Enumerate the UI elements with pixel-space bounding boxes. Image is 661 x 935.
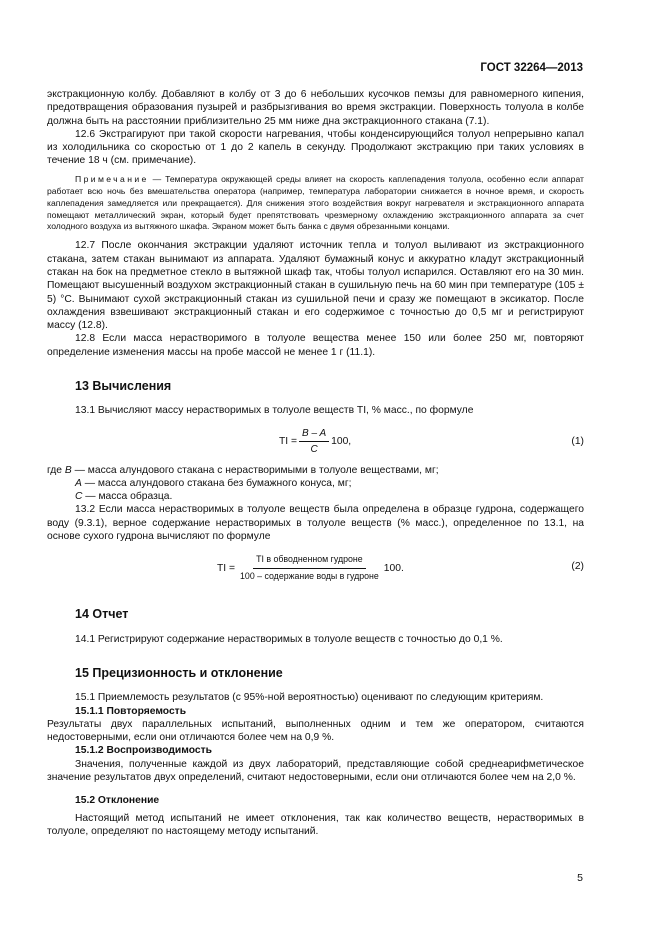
paragraph-15-1-1: Результаты двух параллельных испытаний, выполненных одним и тем же оператором, считаются недостоверными, если они отличаются более чем на 0,9 %.	[47, 718, 584, 744]
formula-2-multiplier: 100.	[383, 562, 404, 574]
section-14-title: 14 Отчет	[75, 607, 129, 622]
formula-2-lhs: TI =	[217, 562, 236, 574]
definition-a	[47, 477, 584, 490]
formula-1-denominator: C	[310, 443, 318, 455]
paragraph-12-5-continued: экстракционную колбу. Добавляют в колбу от 3 до 6 небольших кусочков пемзы для равномерного кипения, предотвращения образования пузырей и разбрызгивания во время экстракции. Поверхность толуола в колбе должна быть на расстоянии приблизительно 25 мм ниже дна экстракционного стакана (7.1).	[47, 89, 584, 127]
section-13-title: 13 Вычисления	[75, 378, 172, 393]
paragraph-12-8: 12.8 Если масса нерастворимого в толуоле вещества менее 150 или более 250 мг, повторяют определение изменения массы на пробе массой не менее 1 г (11.1).	[47, 333, 584, 358]
note-label: Примечание	[75, 173, 149, 184]
formula-2-number: (2)	[571, 561, 584, 573]
formula-1-multiplier: 100,	[331, 435, 352, 447]
subsection-15-1-2-title: 15.1.2 Воспроизводимость	[75, 745, 213, 757]
where-word: где	[47, 464, 63, 476]
paragraph-15-1-2: Значения, полученные каждой из двух лабораторий, представляющие собой среднеарифметическое значение результатов двух определений, считают недостоверными, если они отличаются более чем на 2,0 %.	[47, 758, 584, 784]
note-text: — Температура окружающей среды влияет на скорость каплепадения толуола, особенно если аппарат работает всю ночь без вмешательства оператора (например, температура лаборатории снижается в ночное время, и скорость каплепадения замедляется или прекращается). Для снижения этого воздействия вокруг нагревателя и экстракционного аппарата помещают металлический экран, который будет препятствовать чрезмерному охлаждению экстракционного аппарата за счет холодного воздуха из вытяжного шкафа. Экраном может быть банка с двумя обрезанными концами.	[47, 173, 584, 232]
formula-2	[47, 547, 584, 587]
page-number: 5	[577, 872, 583, 884]
formula-1-numerator: B – A	[299, 427, 329, 442]
paragraph-12-6: 12.6 Экстрагируют при такой скорости нагревания, чтобы конденсирующийся толуол непрерывно капал из холодильника со скоростью от 1 до 2 капель в секунду. Продолжают экстракцию при таких условиях в течение 18 ч (см. примечание).	[47, 128, 584, 167]
paragraph-15-2: Настоящий метод испытаний не имеет отклонения, так как количество веществ, нерастворимых в толуоле, определяют по настоящему методу испытаний.	[47, 812, 584, 837]
note	[47, 174, 584, 234]
formula-2-denominator: 100 – содержание воды в гудроне	[240, 570, 379, 581]
definition-c-text: — масса образца.	[82, 491, 173, 503]
symbol-a: A	[75, 477, 82, 489]
paragraph-13-2: 13.2 Если масса нерастворимых в толуоле веществ была определена в образце гудрона, содержащего воду (9.3.1), верное содержание нерастворимых в толуоле веществ (% масс.), определенное по 13.1, на основе сухого гудрона вычисляют по формуле	[47, 504, 584, 543]
formula-2-numerator: TI в обводненном гудроне	[253, 553, 366, 568]
definition-b	[47, 464, 584, 477]
symbol-c: C	[75, 491, 83, 503]
paragraph-14-1: 14.1 Регистрируют содержание нерастворимых в толуоле веществ с точностью до 0,1 %.	[75, 633, 503, 645]
paragraph-12-7: 12.7 После окончания экстракции удаляют источник тепла и толуол выливают из экстракционного стакана, затем стакан вынимают из аппарата. Удаляют бумажный конус и аккуратно кладут экстракционный стакан на бок на предметное стекло в вытяжной шкаф так, чтобы толуол испарился. Оставляют его на 30 мин. Помещают высушенный воздухом экстракционный стакан в сушильную печь на 60 мин при температуре (105 ± 5) °С. Вынимают сухой экстракционный стакан из сушильной печи и сразу же помещают в эксикатор. После охлаждения взвешивают экстракционный стакан и его содержимое с точностью до 0,5 мг и регистрируют массу (12.8).	[47, 240, 584, 332]
definition-c	[47, 490, 584, 503]
section-15-title: 15 Прецизионность и отклонение	[75, 665, 283, 680]
document-body	[47, 88, 584, 838]
formula-1-lhs: TI =	[279, 435, 298, 447]
paragraph-15-1: 15.1 Приемлемость результатов (с 95%-ной вероятностью) оценивают по следующим критериям.	[75, 692, 544, 704]
subsection-15-1-1-title: 15.1.1 Повторяемость	[75, 705, 187, 717]
subsection-15-2-title: 15.2 Отклонение	[75, 795, 160, 807]
symbol-b: B	[64, 464, 72, 476]
paragraph-13-1: 13.1 Вычисляют массу нерастворимых в толуоле веществ TI, % масс., по формуле	[75, 405, 474, 417]
document-code: ГОСТ 32264—2013	[480, 62, 583, 74]
definition-b-text: — масса алундового стакана с нерастворимыми в толуоле веществами, мг;	[71, 464, 439, 476]
formula-1	[47, 422, 584, 462]
definition-a-text: — масса алундового стакана без бумажного конуса, мг;	[81, 477, 352, 489]
formula-1-number: (1)	[571, 435, 584, 447]
